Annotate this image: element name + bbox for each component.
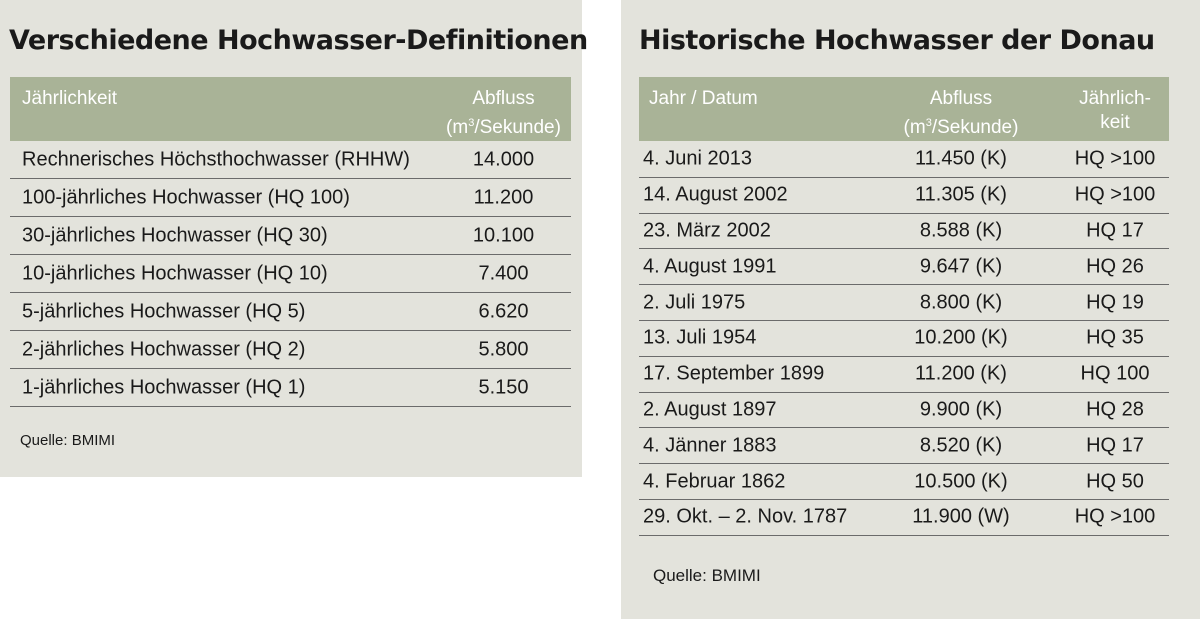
flood-date: 17. September 1899 — [643, 362, 825, 385]
discharge-value: 8.588 (K) — [919, 219, 1003, 242]
table-row — [10, 369, 571, 407]
flood-date: 14. August 2002 — [643, 183, 788, 206]
table-header — [10, 77, 571, 141]
table-row — [639, 142, 1169, 178]
header-discharge-line2: $(m^3/Sekunde)$ — [903, 117, 1019, 138]
header-annuality-line1: Jährlich- — [1079, 88, 1151, 109]
table-row — [639, 285, 1169, 321]
annuality-value: HQ 26 — [1086, 255, 1144, 278]
discharge-value: 5.800 — [478, 338, 529, 360]
flood-date: 4. Februar 1862 — [643, 470, 786, 493]
discharge-value: 10.200 (K) — [914, 326, 1008, 349]
discharge-value: 5.150 — [478, 376, 529, 398]
table-row — [639, 357, 1169, 393]
flood-date: 2. Juli 1975 — [643, 291, 746, 314]
source-note: Quelle: BMIMI — [653, 566, 761, 585]
flood-definition: 2-jährliches Hochwasser (HQ 2) — [22, 338, 306, 360]
header-discharge-line1: Abfluss — [472, 88, 535, 109]
annuality-value: HQ 19 — [1086, 291, 1144, 314]
table-row — [10, 141, 571, 179]
flood-date: 23. März 2002 — [643, 219, 771, 242]
header-discharge — [891, 87, 1031, 140]
discharge-value: 11.200 (K) — [915, 362, 1007, 385]
flood-definition: 10-jährliches Hochwasser (HQ 10) — [22, 262, 328, 284]
flood-date: 29. Okt. – 2. Nov. 1787 — [643, 505, 848, 528]
table-row — [639, 428, 1169, 464]
discharge-value: 11.305 (K) — [915, 183, 1007, 206]
annuality-value: HQ >100 — [1074, 505, 1156, 528]
table-row — [10, 217, 571, 255]
discharge-value: 6.620 — [478, 300, 529, 322]
table-row — [10, 179, 571, 217]
table-header — [639, 77, 1169, 141]
flood-date: 4. Jänner 1883 — [643, 434, 777, 457]
annuality-value: HQ 35 — [1086, 326, 1144, 349]
flood-date: 13. Juli 1954 — [643, 326, 757, 349]
flood-definition: 5-jährliches Hochwasser (HQ 5) — [22, 300, 306, 322]
annuality-value: HQ 50 — [1086, 470, 1144, 493]
flood-definition: 100-jährliches Hochwasser (HQ 100) — [22, 186, 350, 208]
discharge-value: 11.200 — [473, 186, 534, 208]
annuality-value: HQ 17 — [1086, 434, 1144, 457]
table-row — [639, 214, 1169, 250]
table-row — [10, 293, 571, 331]
source-note: Quelle: BMIMI — [20, 432, 116, 449]
discharge-value: 9.900 (K) — [919, 398, 1003, 421]
discharge-value: 11.900 (W) — [912, 505, 1010, 528]
table-row — [639, 321, 1169, 357]
table-row — [639, 464, 1169, 500]
discharge-value: 14.000 — [472, 148, 535, 170]
discharge-value: 10.100 — [472, 224, 535, 246]
discharge-value: 11.450 (K) — [915, 147, 1007, 170]
header-discharge-line2: $(m^3/Sekunde)$ — [446, 117, 561, 138]
table-row — [639, 500, 1169, 536]
annuality-value: HQ >100 — [1074, 147, 1156, 170]
header-annuality-line2: keit — [1100, 112, 1130, 133]
discharge-value: 7.400 — [478, 262, 529, 284]
historic-table-body — [639, 142, 1169, 536]
panel-title: Historische Hochwasser der Donau — [639, 25, 1155, 56]
table-row — [10, 255, 571, 293]
flood-definitions-panel — [0, 0, 588, 477]
discharge-value: 10.500 (K) — [914, 470, 1008, 493]
annuality-value: HQ 17 — [1086, 219, 1144, 242]
flood-date: 4. Juni 2013 — [643, 147, 752, 170]
flood-definition: 30-jährliches Hochwasser (HQ 30) — [22, 224, 328, 246]
flood-definition: 1-jährliches Hochwasser (HQ 1) — [22, 376, 306, 398]
header-annuality: Jährlichkeit — [22, 88, 118, 109]
table-row — [10, 331, 571, 369]
annuality-value: HQ 100 — [1080, 362, 1150, 385]
annuality-value: HQ 28 — [1086, 398, 1144, 421]
flood-definition: Rechnerisches Höchsthochwasser (RHHW) — [22, 148, 410, 170]
header-annuality — [1065, 87, 1165, 135]
panel-title: Verschiedene Hochwasser-Definitionen — [9, 25, 588, 56]
table-row — [639, 393, 1169, 429]
historic-floods-panel — [621, 0, 1200, 619]
discharge-value: 9.647 (K) — [919, 255, 1003, 278]
flood-date: 4. August 1991 — [643, 255, 777, 278]
definitions-table-body — [10, 141, 571, 407]
annuality-value: HQ >100 — [1074, 183, 1156, 206]
discharge-value: 8.800 (K) — [919, 291, 1003, 314]
header-date: Jahr / Datum — [649, 88, 758, 109]
flood-date: 2. August 1897 — [643, 398, 777, 421]
table-row — [639, 249, 1169, 285]
header-discharge-line1: Abfluss — [929, 88, 993, 109]
discharge-value: 8.520 (K) — [919, 434, 1003, 457]
header-discharge — [436, 87, 571, 140]
table-row — [639, 178, 1169, 214]
